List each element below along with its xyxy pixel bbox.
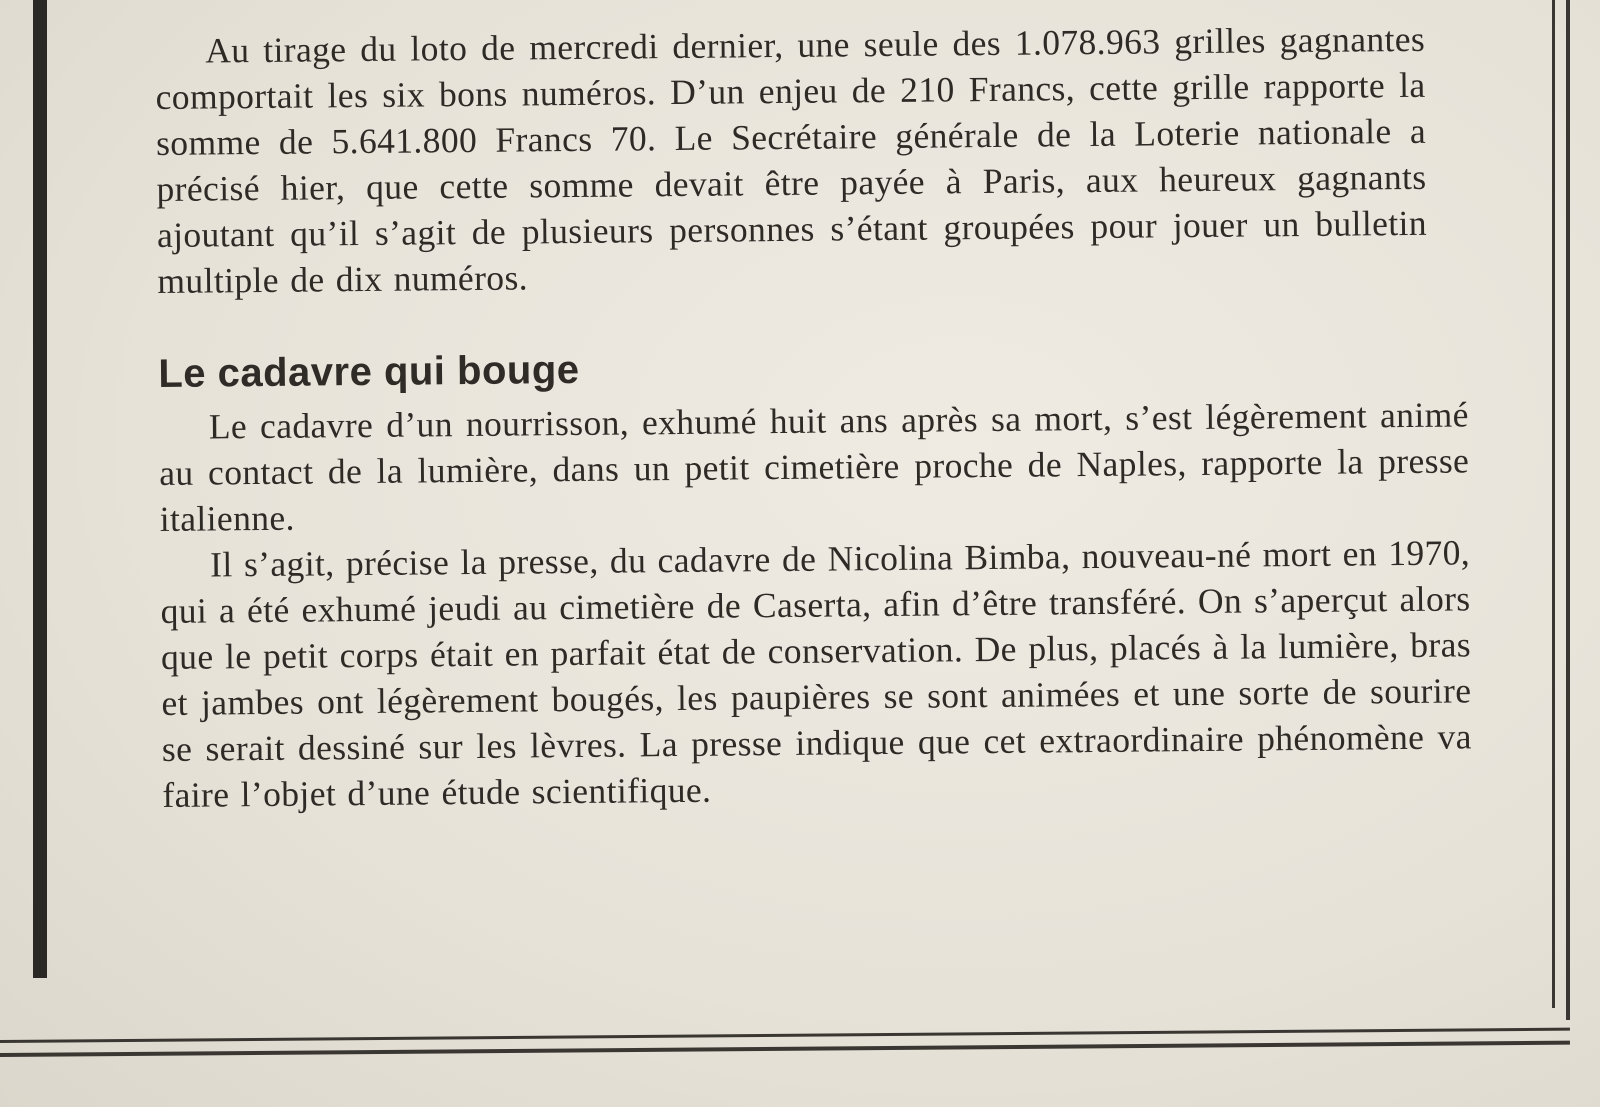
article-body [155, 15, 1473, 818]
left-border-bar [33, 0, 47, 978]
bottom-border-rule-top [0, 1028, 1570, 1043]
loto-paragraph: Au tirage du loto de mercredi dernier, une seule des 1.078.963 grilles gagnantes comportait les six bons numéros. D’un enjeu de 210 Francs, cette grille rapporte la somme de 5.641.800 Francs 70. Le Secrétaire générale de la Loterie nationale a précisé hier, que cette somme devait être payée à Paris, aux heureux gagnants ajoutant qu’il s’agit de plusieurs personnes s’étant groupées pour jouer un bulletin multiple de dix numéros. [155, 18, 1428, 301]
article-headline: Le cadavre qui bouge [158, 347, 580, 396]
article-paragraph-2: Il s’agit, précise la presse, du cadavre de Nicolina Bimba, nouveau-né mort en 1970, qui a été exhumé jeudi au cimetière de Caserta, afin d’être transféré. On s’aperçut alors que le petit corps était en parfait état de conservation. De plus, placés à la lumière, bras et jambes ont légèrement bougés, les paupières se sont animées et une sorte de sourire se serait dessiné sur les lèvres. La presse indique que cet extraordinaire phénomène va faire l’objet d’une étude scientifique. [160, 532, 1473, 815]
article-paragraph-1: Le cadavre d’un nourrisson, exhumé huit ans après sa mort, s’est légèrement animé au contact de la lumière, dans un petit cimetière proche de Naples, rapporte la presse italienne. [159, 394, 1470, 539]
right-border-outer-rule [1566, 0, 1570, 1020]
bottom-border-rule-bottom [0, 1041, 1570, 1057]
right-border-inner-rule [1552, 0, 1555, 1008]
